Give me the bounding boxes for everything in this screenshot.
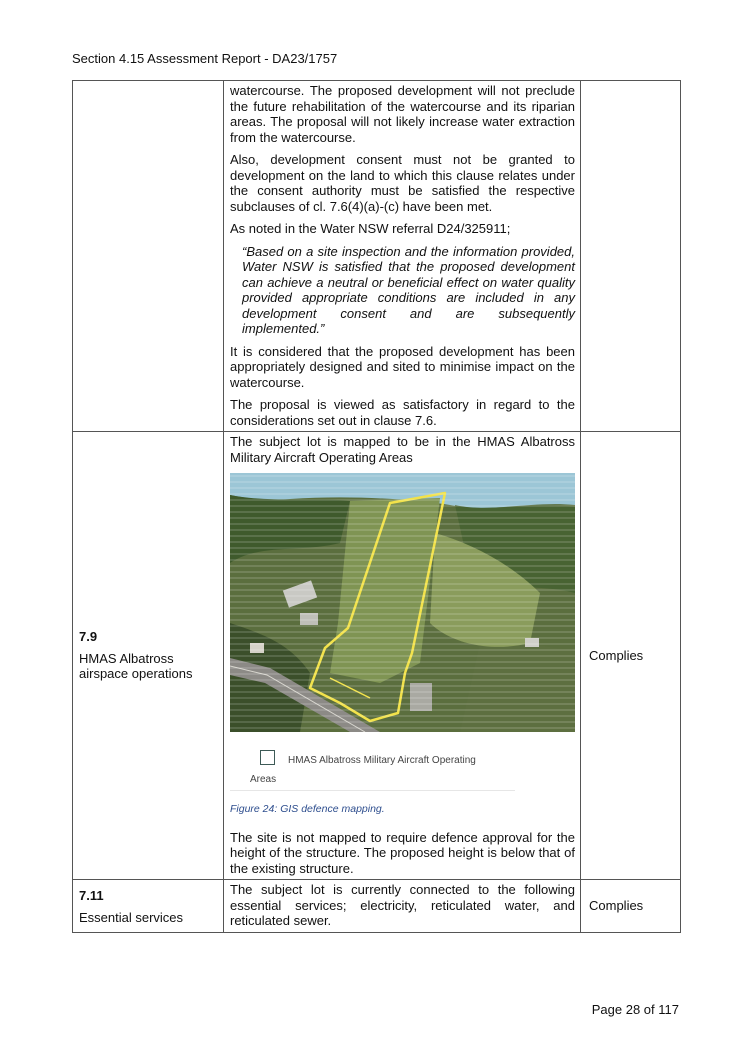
status-cell bbox=[581, 880, 681, 933]
table-row bbox=[73, 432, 681, 880]
page-header: Section 4.15 Assessment Report - DA23/1757 bbox=[72, 51, 338, 66]
clause-cell bbox=[73, 81, 224, 432]
clause-cell bbox=[73, 880, 224, 933]
status-text: Complies bbox=[589, 898, 644, 913]
legend-swatch-icon bbox=[260, 750, 275, 765]
map-legend bbox=[230, 734, 515, 791]
clause-cell bbox=[73, 432, 224, 880]
table-row bbox=[73, 81, 681, 432]
clause-name: Essential services bbox=[79, 909, 184, 925]
paragraph: The proposal is viewed as satisfactory in regard to the considerations set out in clause 7.6. bbox=[230, 397, 575, 428]
paragraph: The subject lot is currently connected to the following essential services; electricity, reticulated water, and reticulated sewer. bbox=[230, 882, 575, 928]
clause-number: 7.9 bbox=[79, 629, 98, 645]
clause-number: 7.11 bbox=[79, 888, 104, 904]
paragraph: As noted in the Water NSW referral D24/325911; bbox=[230, 221, 511, 236]
paragraph: watercourse. The proposed development will not preclude the future rehabilitation of the watercourse and its riparian areas. The proposal will not likely increase water extraction from the watercourse. bbox=[230, 83, 575, 145]
legend-label-continued: Areas bbox=[250, 774, 277, 785]
gis-defence-map bbox=[230, 473, 575, 732]
status-cell bbox=[581, 432, 681, 880]
paragraph: It is considered that the proposed development has been appropriately designed and sited to minimise impact on the watercourse. bbox=[230, 343, 575, 390]
paragraph: Also, development consent must not be granted to development on the land to which this clause relates under the consent authority must be satisfied the respective subclauses of cl. 7.6(4)(a)-(c) have been met. bbox=[230, 152, 575, 214]
assessment-cell bbox=[224, 432, 581, 880]
assessment-cell bbox=[224, 880, 581, 933]
assessment-cell bbox=[224, 81, 581, 432]
aerial-map-image bbox=[230, 473, 575, 732]
figure-caption: Figure 24: GIS defence mapping. bbox=[230, 803, 385, 815]
status-cell bbox=[581, 81, 681, 432]
status-text: Complies bbox=[589, 647, 644, 663]
paragraph: The subject lot is mapped to be in the HMAS Albatross Military Aircraft Operating Areas bbox=[230, 434, 575, 465]
assessment-table bbox=[72, 80, 681, 933]
legend-label: HMAS Albatross Military Aircraft Operating bbox=[288, 755, 476, 766]
table-row bbox=[73, 880, 681, 933]
page-number: Page 28 of 117 bbox=[591, 1002, 679, 1017]
referral-quote: “Based on a site inspection and the information provided, Water NSW is satisfied that the proposed development can achieve a neutral or beneficial effect on water quality provided appropriate conditions are included in any development consent and are subsequently implemented.” bbox=[242, 243, 575, 336]
clause-name: HMAS Albatross airspace operations bbox=[79, 650, 193, 682]
paragraph: The site is not mapped to require defence approval for the height of the structure. The proposed height is below that of the existing structure. bbox=[230, 829, 575, 876]
